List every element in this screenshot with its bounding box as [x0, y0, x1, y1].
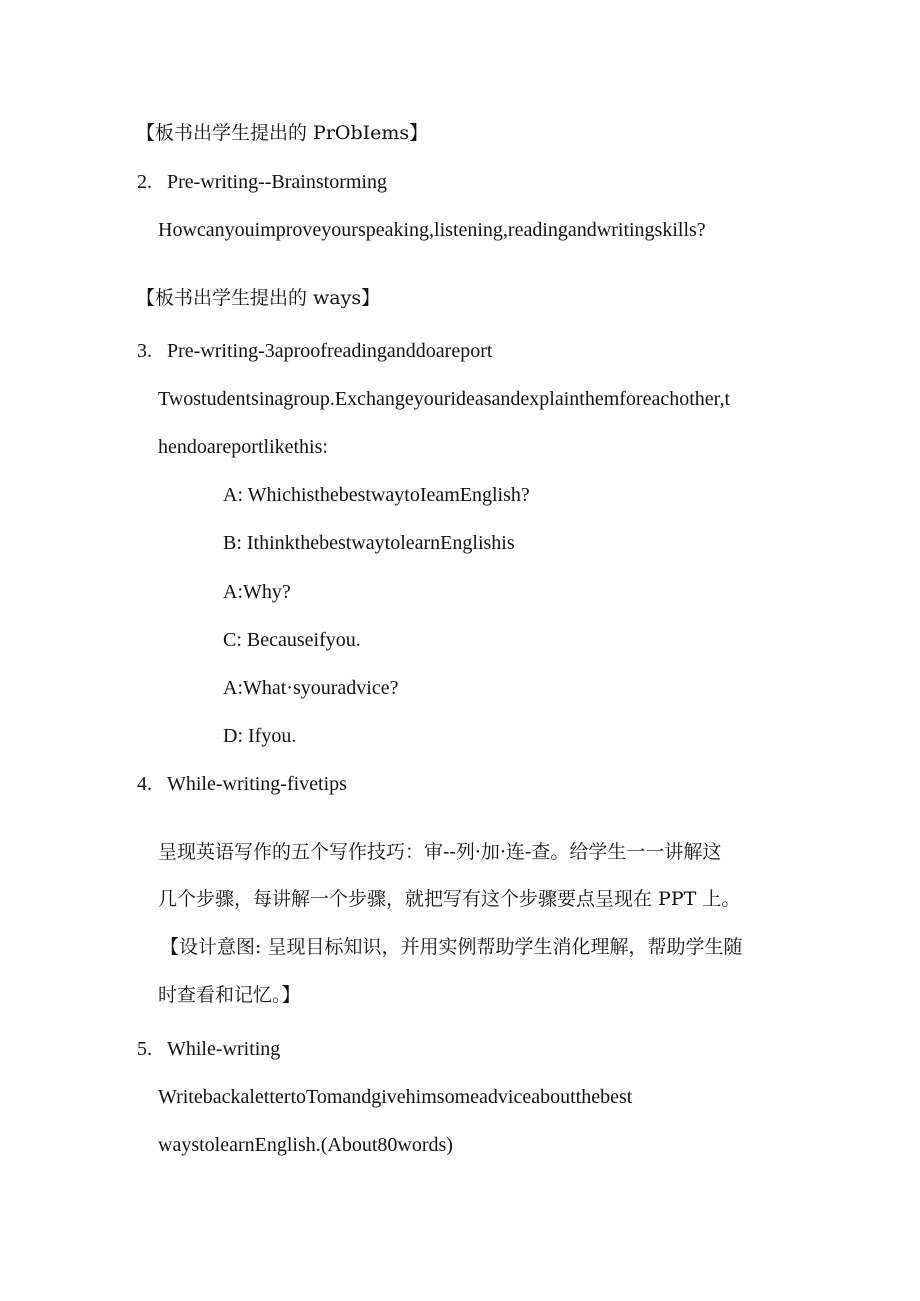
step3-title: Pre-writing-3aproofreadinganddoareport — [167, 340, 493, 362]
step4-desc-line2: 几个步骤，每讲解一个步骤，就把写有这个步骤要点呈现在 PPT 上。 — [158, 888, 741, 910]
dialogue-line: C: Becauseifyou. — [223, 629, 361, 651]
step3-number: 3. — [137, 340, 152, 362]
step3-instruction-line1: Twostudentsinagroup.Exchangeyourideasandexplainthemforeachother,t — [158, 388, 731, 410]
step2-title: Pre-writing--Brainstorming — [167, 171, 387, 193]
dialogue-line: B: IthinkthebestwaytolearnEnglishis — [223, 532, 515, 554]
board-note-ways: 【板书出学生提出的 ways】 — [136, 287, 381, 309]
step5-task-line2: waystolearnEnglish.(About80words) — [158, 1134, 453, 1156]
step2-question: Howcanyouimproveyourspeaking,listening,readingandwritingskills? — [158, 219, 706, 241]
step2-number: 2. — [137, 171, 152, 193]
step4-number: 4. — [137, 773, 152, 795]
dialogue-line: D: Ifyou. — [223, 725, 297, 747]
dialogue-line: A:What·syouradvice? — [223, 677, 399, 699]
board-note-problems: 【板书出学生提出的 PrObIems】 — [136, 122, 429, 144]
step3-heading — [137, 339, 492, 363]
step5-number: 5. — [137, 1038, 152, 1060]
step4-design-line1: 【设计意图: 呈现目标知识，并用实例帮助学生消化理解，帮助学生随 — [160, 936, 743, 958]
dialogue-line: A: WhichisthebestwaytoIeamEnglish? — [223, 484, 530, 506]
step5-title: While-writing — [167, 1038, 281, 1060]
dialogue-line: A:Why? — [223, 581, 291, 603]
step5-task-line1: WritebackalettertoTomandgivehimsomeadviceaboutthebest — [158, 1086, 633, 1108]
step4-heading — [137, 772, 347, 796]
step4-title: While-writing-fivetips — [167, 773, 347, 795]
step2-heading — [137, 170, 387, 194]
step4-design-line2: 时查看和记忆。】 — [158, 984, 301, 1006]
step4-desc-line1: 呈现英语写作的五个写作技巧：审--列·加·连-查。给学生一一讲解这 — [158, 841, 722, 863]
step3-instruction-line2: hendoareportlikethis: — [158, 436, 328, 458]
step5-heading — [137, 1037, 280, 1061]
